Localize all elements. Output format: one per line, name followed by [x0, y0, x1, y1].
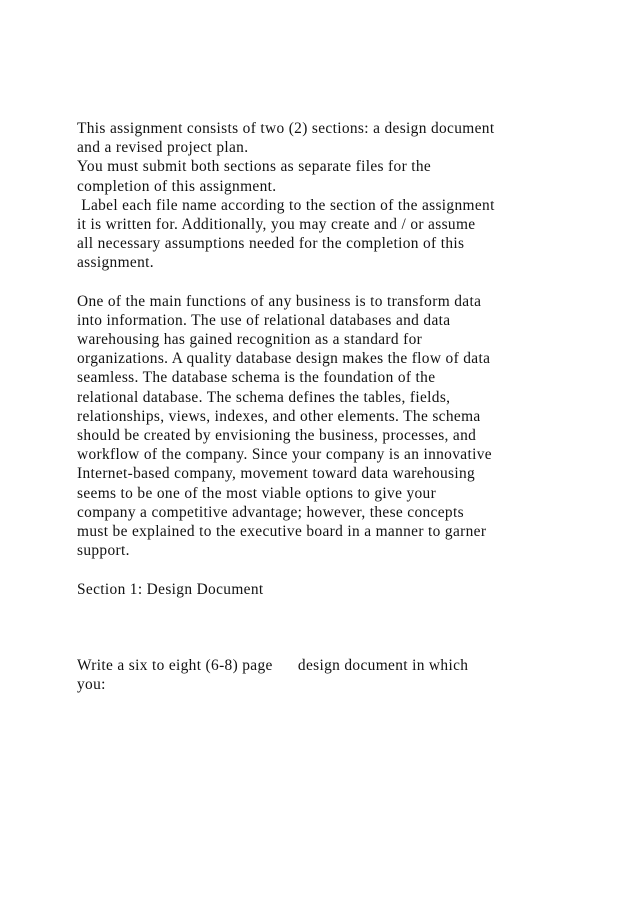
body-line: One of the main functions of any business is to transform data — [77, 292, 482, 310]
body-line: seems to be one of the most viable options to give your — [77, 484, 437, 502]
intro-line: This assignment consists of two (2) sections: a design document — [77, 120, 495, 137]
instruction-line: Write a six to eight (6-8) page design document in which — [77, 657, 469, 675]
instruction-paragraph — [77, 656, 617, 694]
intro-line: completion of this assignment. — [77, 177, 277, 195]
body-line: relational database. The schema defines the tables, fields, — [77, 388, 451, 406]
intro-line: it is written for. Additionally, you may create and / or assume — [77, 215, 476, 233]
body-paragraph — [77, 292, 617, 561]
section-spacer — [77, 599, 617, 657]
body-line: warehousing has gained recognition as a standard for — [77, 331, 423, 349]
intro-line: and a revised project plan. — [77, 139, 249, 157]
body-line: company a competitive advantage; however, these concepts — [77, 503, 464, 521]
intro-paragraph — [77, 119, 617, 273]
body-line: seamless. The database schema is the foundation of the — [77, 369, 436, 387]
intro-line: Label each file name according to the section of the assignment — [77, 196, 495, 214]
body-line: should be created by envisioning the business, processes, and — [77, 427, 477, 444]
body-line: must be explained to the executive board in a manner to garner — [77, 522, 487, 540]
intro-line: You must submit both sections as separate files for the — [77, 158, 432, 176]
body-line: organizations. A quality database design makes the flow of data — [77, 350, 491, 368]
body-line: relationships, views, indexes, and other elements. The schema — [77, 407, 481, 425]
intro-line: all necessary assumptions needed for the completion of this — [77, 235, 465, 253]
body-line: workflow of the company. Since your company is an innovative — [77, 446, 492, 464]
body-line: Internet-based company, movement toward data warehousing — [77, 465, 476, 483]
section-heading: Section 1: Design Document — [77, 580, 264, 598]
instruction-line: you: — [77, 676, 106, 694]
body-line: into information. The use of relational databases and data — [77, 311, 451, 329]
body-line: support. — [77, 542, 130, 560]
paragraph-spacer — [77, 273, 617, 292]
document-text — [77, 119, 617, 695]
paragraph-spacer — [77, 560, 617, 579]
intro-line: assignment. — [77, 254, 154, 272]
